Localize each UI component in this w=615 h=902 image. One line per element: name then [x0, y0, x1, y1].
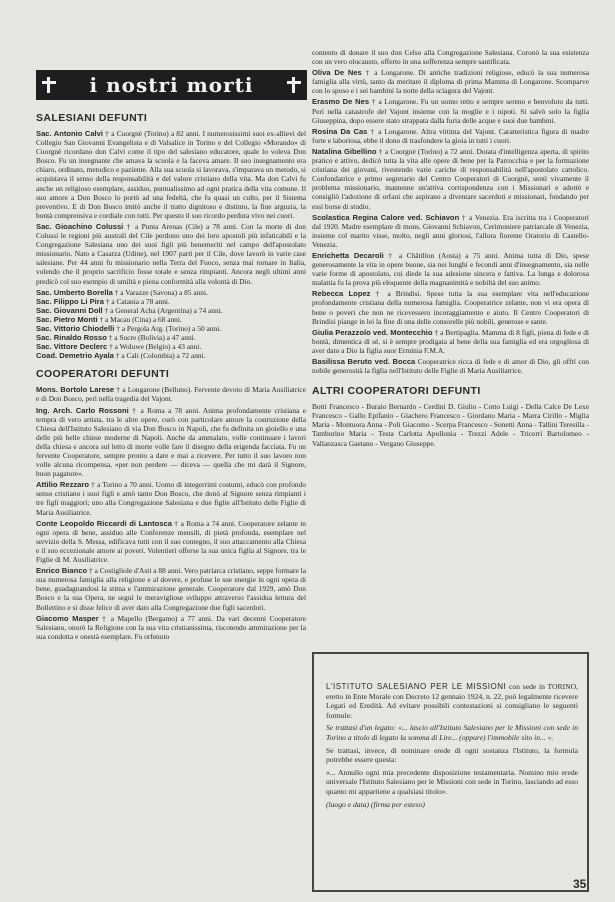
- entry-text: † a Mapello (Bergamo) a 77 anni. Da vari decenni Cooperatore Salesiano, onorò la Religione con la sua vita cristianissima, riscotendo ammirazione per la sua condotta e onestà esemplare. Fu orfenuto: [36, 613, 306, 641]
- list-item: [36, 306, 306, 315]
- entry-text: † a Cali (Colombia) a 72 anni.: [115, 351, 206, 361]
- entry-name: Sac. Gioachino Colussi: [36, 221, 124, 231]
- entry-text: † a Cuorgnè (Torino) a 72 anni. Dotata d'intelligenza aperta, di spirito pratico e attivo, dedicò tutta la vita alle opere di bene per la Parrocchia e per la formazione cristiana dei giovani, rivestendo varie cariche di responsabilità nell'apostolato cattolico. Confondatrice e primo segretario del Centro Cooperatori di Cuorgnè, sentì vivamente il problema missionario, mantenne un'attiva corrispondenza con i Missionari e adottò e consigliò l'adozione di orfani che aspirano a diventare sacerdoti e missionari, fondando per essi borse di studio.: [312, 146, 589, 211]
- entry-name: Sac. Rinaldo Rosso: [36, 333, 107, 343]
- entry-text: † a Sucre (Bolivia) a 47 anni.: [108, 333, 196, 343]
- entry-text: † a Pergola Arg. (Torino) a 50 anni.: [116, 323, 222, 333]
- list-item: [36, 333, 306, 342]
- entry-name: Rebecca Lopez: [312, 289, 371, 299]
- obituary-entry: [312, 68, 589, 95]
- obituary-entry: [36, 614, 306, 641]
- entry-name: Natalina Gibellino: [312, 146, 377, 156]
- continuation-text: contento di donare il suo don Celso alla Congregazione Salesiana. Coronò la sua esistenza con un vero olocausto, offerto in una sofferenza sempre santificata.: [312, 48, 589, 67]
- entry-text: † a Roma a 74 anni. Cooperatore zelante in ogni opera di bene, assiduo alle Conferenze mensili, di pietà profonda, esemplare nel servizio della S. Messa, edificava tutti con il suo contegno, il suo attaccamento alla Chiesa e il suo eccezionale amore ai poveri. Volentieri offerse la sua unica figlia al Signore, tra le Figlie di M. Ausiliatrice.: [36, 518, 306, 565]
- list-item: [36, 351, 306, 360]
- cross-icon: [42, 77, 56, 93]
- section-heading: COOPERATORI DEFUNTI: [36, 368, 170, 381]
- right-column: [312, 48, 589, 450]
- obituary-entry: [312, 289, 589, 325]
- entry-name: Coad. Demetrio Ayala: [36, 351, 114, 361]
- entry-text: † a Roma a 78 anni. Anima profondamente cristiana e tempra di vero artista, tra le altre opere, curò con particolare amore la costruzione della Chiesa dell'Istituto Salesiano di via Don Bosco in Napoli, che fu definita un gioiello e una delle più belle chiese moderne di Napoli. Anche da ammalato, volle continuare i lavori della chiesa e ancora sul letto di morte volle fare il disegno della erigenda facciata. Fu un fervente Cooperatore, sempre pronto a dare e mai a ricevere. Per tutto il suo lavoro non volle alcuna ricompensa, «per non perdere — diceva — quella che mi darà il Signore, buon pagatore».: [36, 405, 306, 479]
- section-heading: ALTRI COOPERATORI DEFUNTI: [312, 385, 481, 398]
- obituary-entry: [312, 357, 589, 375]
- entry-name: Sac. Vittorio Chiodelli: [36, 323, 115, 333]
- notice-signature-line: (luogo e data) (firma per esteso): [326, 799, 425, 809]
- entry-name: Mons. Bortolo Larese: [36, 385, 115, 395]
- entry-name: Rosina Da Cas: [312, 126, 368, 136]
- list-item: [36, 342, 306, 351]
- notice-paragraph: «... Annullo ogni mia precedente disposizione testamentaria. Nomino mio erede universale l'Istituto Salesiano per le Missioni con sede in Torino, lasciando ad esso quanto mi appartiene a qualsiasi titolo».: [326, 767, 578, 796]
- obituary-entry: [312, 147, 589, 211]
- list-item: [36, 315, 306, 324]
- entry-name: Scolastica Regina Calore ved. Schiavon: [312, 212, 460, 222]
- entry-text: † a Longarone. Fu un uomo retto e sempre sereno e benvoluto da tutti. Perì nella catastrofe del Vajont insieme con la moglie e i nipoti. Si salvò solo la figlia Giuseppina, dopo essere stato strappata dalla furia delle acque e suoi due bambini.: [312, 97, 589, 125]
- brief-list: [36, 288, 306, 361]
- entry-name: Sac. Filippo Li Pira: [36, 296, 104, 306]
- entry-name: Sac. Pietro Monti: [36, 314, 98, 324]
- obituary-entry: [36, 480, 306, 516]
- legal-notice: [326, 682, 578, 812]
- entry-name: Attilio Rezzaro: [36, 480, 89, 490]
- page-number: 35: [573, 877, 587, 891]
- list-item: [36, 297, 306, 306]
- entry-name: Sac. Antonio Calvi: [36, 129, 103, 138]
- entry-text: † a Cuorgnè (Torino) a 82 anni. I numerosissimi suoi ex-allievi del Collegio San Giovanni Evangelista e di Valsalice in Torino e del Collegio «Morando» di Cuorgnè ricordano don Calvi come il tipo del salesiano educatore, quale lo voleva Don Bosco. Fu un insegnante che amava la scuola e la faceva amare. Il suo insegnamento era chiaro, ordinato, metodico e paziente. Alla sua scuola si lavorava, s'imparava un metodo, si acquistava il senso della responsabilità e del valore cristiano della vita. Ma don Calvi fu anche un religioso esemplare, assiduo, puntualissimo ad ogni pratica della vita comune. Il suo amore a Don Bosco lo portò ad una fedeltà, che fu quasi un culto, per il Sistema preventivo. E di Don Bosco imitò anche il tratto dignitoso e distinto, la fine arguzia, la bontà comprensiva e cordiale con tutti. Per questo il suo ricordo perdura vivo nei cuori.: [36, 129, 306, 220]
- section-heading: SALESIANI DEFUNTI: [36, 112, 148, 124]
- obituary-entry: [36, 385, 306, 403]
- entry-text: † a Venezia. Era iscritta tra i Cooperatori dal 1920. Madre esemplare di mons. Giovanni Schiavon, Cerimoniere patriarcale di Venezia, insieme col marito visse, molto, negli anni gloriosi, l'allora fiorente Oratorio di Castello-Venezia.: [312, 212, 589, 249]
- entry-name: Giulia Perazzolo ved. Montecchio: [312, 327, 433, 337]
- entry-text: † a General Acha (Argentina) a 74 anni.: [104, 305, 223, 315]
- entry-name: Sac. Vittore Declerc: [36, 342, 108, 352]
- entry-text: † a Punta Arenas (Cile) a 78 anni. Con la morte di don Colussi le regioni più australi del Cile perdono uno dei loro apostoli più infaticabili e la Congregazione Salesiana uno dei suoi figli più benemeriti nel campo dell'apostolato missionario. Nato a Casarza (Udine), nel 1907 partì per il Cile, dove lavorò in varie case salesiane. Per 44 anni fu missionario nella Terra del Fuoco, senza mai tornare in Italia, volendo che il proprio sacrificio fosse totale e senza rimpianti. Ancora negli ultimi anni predicò col suo esempio di umiltà e piena conformità alla volontà di Dio.: [36, 221, 306, 286]
- entry-text: † a Longarone. Altra vittima del Vajont. Caratteristica figura di madre forte e laboriosa, ebbe il dono di trasfondere la gioia in tutti i cuori.: [312, 126, 589, 145]
- entry-name: Sac. Giovanni Doll: [36, 305, 103, 315]
- entry-text: † a Catania a 78 anni.: [105, 296, 170, 306]
- entry-name: Giacomo Masper: [36, 613, 99, 623]
- obituary-entry: [312, 97, 589, 124]
- entry-text: † a Woluwe (Belgio) a 43 anni.: [109, 342, 202, 352]
- obituary-entry: [36, 566, 306, 611]
- entry-text: † a Brindisi. Spese tutta la sua esemplare vita nell'educazione profondamente cristiana della numerosa famiglia. Cooperatrice zelante, non vi era opera di bene o poveri che non ne ricevessero incoraggiamento e aiuto. Il Centro Cooperatori di Brindisi piange in lei la fine di una delle consorelle più nobili, generose e sante.: [312, 289, 589, 326]
- left-column: [36, 112, 306, 643]
- notice-paragraph: Se trattasi, invece, di nominare erede di ogni sostanza l'Istituto, la formula potrebbe essere questa:: [326, 745, 578, 765]
- obituary-banner: [36, 70, 307, 100]
- entry-text: † a Varazze (Savona) a 85 anni.: [114, 287, 208, 297]
- obituary-entry: [36, 222, 306, 286]
- obituary-entry: [312, 251, 589, 287]
- entry-text: † a Torino a 70 anni. Uomo di integerrimi costumi, educò con profondo senso cristiano i suoi figli e amò tanto Don Bosco, che donò al Signore senza rimpianti i tre figli maggiori; uno alla Congregazione Salesiana e due figlie all'Istituto delle Figlie di Maria Ausiliatrice.: [36, 480, 306, 517]
- banner-title: i nostri morti: [89, 73, 254, 97]
- entry-text: † a Costigliole d'Asti a 88 anni. Vero patriarca cristiano, seppe formare la sua numerosa famiglia alla religione e al dovere, e profuse le sue energie in ogni opera di bene, guadagnandosi la stima e l'ammirazione generale. Cooperatore dal 1929, amò Don Bosco e la sua Opera, ne seguì le meravigliose sviluppo attraverso l'assidua lettura del Bollettino e si disse felice di aver dato alla Congregazione due figli sacerdoti.: [36, 566, 306, 612]
- entry-text: † a Bertipaglia. Mamma di 8 figli, piena di fede e di bontà, dimentica di sé, si è sempre prodigata al bene della sua famiglia ed era orgogliosa di aver dato a Dio la figlia suor Erminia F.M.A.: [312, 327, 589, 355]
- entry-name: Basilissa Beruto ved. Bocca: [312, 357, 416, 366]
- entry-text: † a Longarone. Di antiche tradizioni religiose, educò la sua numerosa famiglia alla virtù, tanto da meritare il diploma di prima Mamma di Longarone. Scomparve con lo sposo e i sei bambini la notte della sciagura del Vajont.: [312, 68, 589, 96]
- entry-text: † a Macau (Cina) a 68 anni.: [99, 314, 182, 324]
- notice-paragraph: Se trattasi d'un legato: «... lascio all'Istituto Salesiano per le Missioni con sede in Torino a titolo di legato la somma di Lire... (oppure) l'immobile sito in... ».: [326, 723, 578, 742]
- entry-text: † a Châtillon (Aosta) a 75 anni. Anima tutta di Dio, spese generosamente la vita in opere buone, sia nei lunghi e fecondi anni d'insegnamento, sia nelle varie forme di apostolato, cui diede la sua adesione sincera e fattiva. La lunga e dolorosa malattia fu la prova più eloquente della magnanimità e nobiltà del suo animo.: [312, 250, 589, 288]
- entry-name: Ing. Arch. Carlo Rossoni: [36, 405, 129, 415]
- entry-name: Enrico Bianco: [36, 566, 88, 576]
- list-item: [36, 324, 306, 333]
- obituary-entry: [312, 328, 589, 355]
- entry-name: Sac. Umberto Borella: [36, 287, 113, 297]
- list-item: [36, 288, 306, 297]
- entry-text: † a Longarone (Belluno). Fervente devoto di Maria Ausiliatrice e di Don Bosco, perì nella tragedia del Vajont.: [36, 385, 306, 404]
- entry-name: Erasmo De Nes: [312, 97, 370, 107]
- obituary-entry: [36, 406, 306, 479]
- entry-text: Cooperatrice ricca di fede e di amor di Dio, gli offrì con nobile generosità la figlia nell'Istituto delle Figlie di Maria Ausiliatrice.: [312, 357, 589, 376]
- cross-icon: [287, 77, 301, 93]
- obituary-entry: [36, 519, 306, 564]
- notice-heading: L'ISTITUTO SALESIANO PER LE MISSIONI: [326, 682, 507, 691]
- obituary-entry: [312, 213, 589, 249]
- obituary-entry: [36, 129, 306, 220]
- entry-name: Oliva De Nes: [312, 68, 362, 78]
- names-list: Botti Francesco - Buraio Bernardo - Cerdini D. Giulio - Cotto Luigi - Della Calce De Lexe Francesco - Gallo Epifanio - Giachero Francesco - Giordano Maria - Marra Cirillo - Miglia Maria - Montuora Anna - Poli Giacomo - Scerpa Francesco - Sonetti Anna - Tallini Teresilla - Tamburino Maria - Testa Carlotta Apollonia - Trezzi Adele - Tricerri Bartolomeo - Vallanzasca Gaetano - Vergano Giuseppe.: [312, 402, 589, 448]
- entry-name: Enrichetta Decaroli: [312, 250, 384, 260]
- obituary-entry: [312, 127, 589, 145]
- notice-paragraph: con sede in TORINO, eretto in Ente Morale con Decreto 12 gennaio 1924, n. 22, può legalmente ricevere Legati ed Eredità. Ad evitare possibili contestazioni si consigliano le seguenti formule:: [326, 682, 578, 720]
- entry-name: Conte Leopoldo Riccardi di Lantosca: [36, 518, 172, 528]
